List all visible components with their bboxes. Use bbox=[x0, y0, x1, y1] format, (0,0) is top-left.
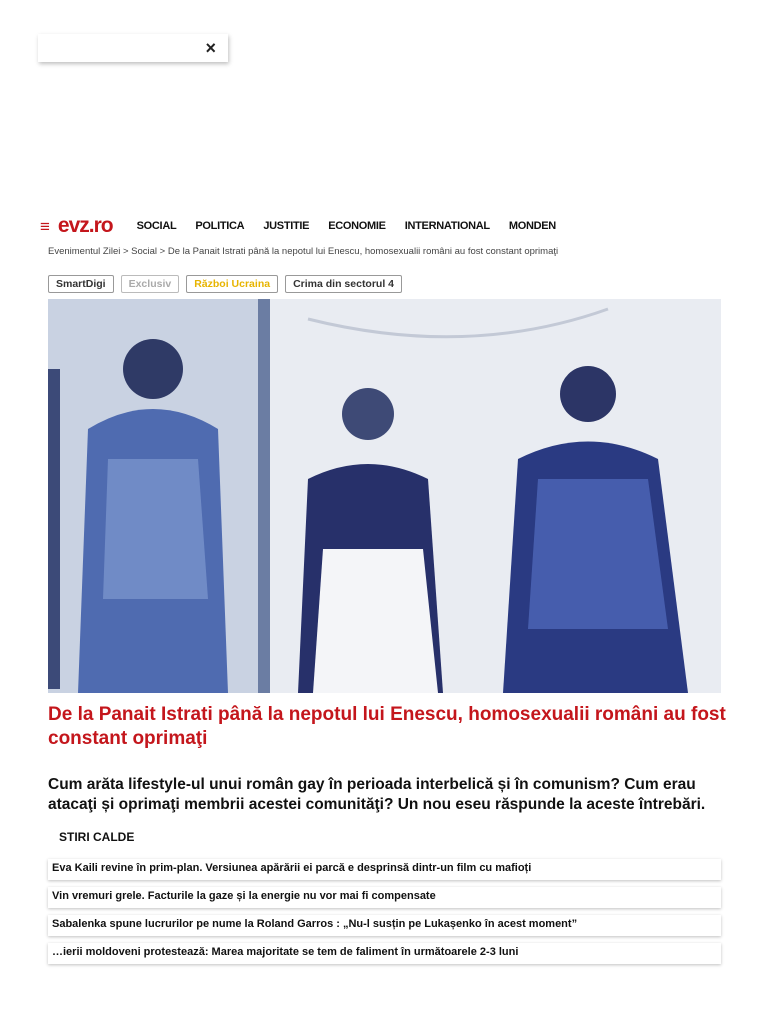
hot-news-item[interactable]: Sabalenka spune lucrurilor pe nume la Roland Garros : „Nu-l susțin pe Lukașenko în acest moment” bbox=[48, 915, 721, 936]
hero-photo-illustration bbox=[48, 299, 721, 693]
site-header bbox=[40, 212, 730, 240]
hot-news-item[interactable]: Vin vremuri grele. Facturile la gaze și la energie nu vor mai fi compensate bbox=[48, 887, 721, 908]
nav-item-politica[interactable]: POLITICA bbox=[195, 220, 245, 232]
main-nav bbox=[137, 220, 556, 232]
logo-dot: . bbox=[88, 214, 94, 237]
article-lead: Cum arăta lifestyle-ul unui român gay în perioada interbelică și în comunism? Cum erau atacaţi și oprimaţi membrii acestei comunităţi? Un nou eseu răspunde la aceste întrebări. bbox=[48, 776, 706, 813]
article-headline: De la Panait Istrati până la nepotul lui Enescu, homosexualii români au fost constant oprimaţi bbox=[48, 704, 726, 749]
nav-item-social[interactable]: SOCIAL bbox=[136, 220, 177, 232]
popup-box bbox=[38, 34, 228, 62]
topic-tags bbox=[48, 275, 402, 293]
hero-photo bbox=[48, 299, 721, 693]
tag-razboi-ucraina[interactable]: Război Ucraina bbox=[186, 275, 278, 293]
nav-item-international[interactable]: INTERNATIONAL bbox=[404, 220, 490, 232]
tag-crima-sector-4[interactable]: Crima din sectorul 4 bbox=[285, 275, 402, 293]
nav-item-justitie[interactable]: JUSTITIE bbox=[263, 220, 310, 232]
hot-news-item[interactable]: …ierii moldoveni protestează: Marea majoritate se tem de faliment în următoarele 2-3 luni bbox=[48, 943, 721, 964]
tag-smartdigi[interactable]: SmartDigi bbox=[48, 275, 114, 293]
hamburger-menu-icon[interactable]: ≡ bbox=[40, 216, 50, 236]
logo-tld: ro bbox=[93, 214, 113, 237]
tag-exclusiv[interactable]: Exclusiv bbox=[121, 275, 180, 293]
breadcrumb[interactable]: Evenimentul Zilei > Social > De la Panait Istrati până la nepotul lui Enescu, homosexualii români au fost constant oprimaţi bbox=[48, 246, 559, 257]
hot-news-list bbox=[48, 859, 721, 971]
hot-news-item[interactable]: Eva Kaili revine în prim-plan. Versiunea apărării ei parcă e desprinsă dintr-un film cu mafioți bbox=[48, 859, 721, 880]
logo-main: evz bbox=[57, 214, 89, 237]
nav-item-economie[interactable]: ECONOMIE bbox=[328, 220, 386, 232]
close-icon[interactable]: × bbox=[205, 38, 216, 58]
site-logo[interactable] bbox=[58, 214, 113, 238]
hot-news-title: STIRI CALDE bbox=[59, 830, 135, 844]
nav-item-monden[interactable]: MONDEN bbox=[508, 220, 556, 232]
